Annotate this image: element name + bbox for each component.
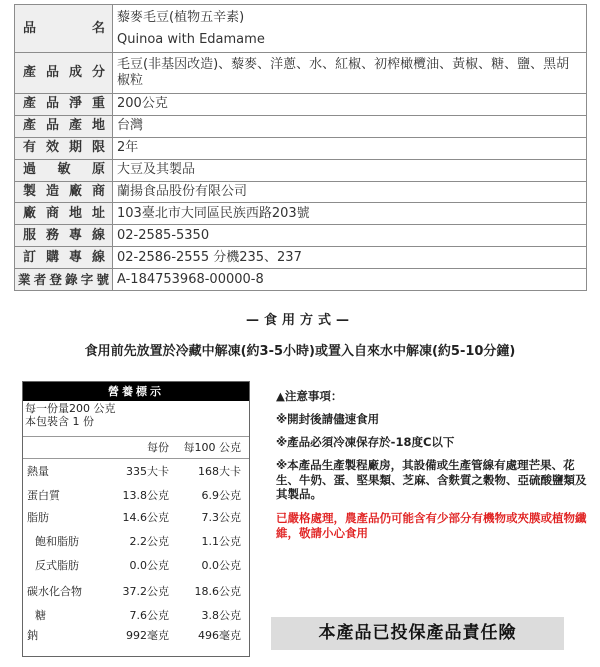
spec-label: 產品產地: [15, 115, 113, 137]
spec-label: 業者登錄字號: [15, 269, 113, 291]
nutrient-name: 糖: [35, 609, 46, 622]
nutrient-per-serving: 7.6公克: [129, 609, 169, 622]
spec-value: 大豆及其製品: [113, 159, 587, 181]
spec-label: 製造廠商: [15, 181, 113, 203]
nutrient-per-serving: 14.6公克: [122, 511, 169, 524]
nutrition-column-headers: [23, 437, 249, 459]
product-name-zh: 藜麥毛豆(植物五辛素): [117, 9, 245, 25]
nutrient-per-100g: 7.3公克: [201, 511, 241, 524]
spec-row-allergen: [15, 159, 587, 181]
nutrition-row: [23, 585, 249, 599]
product-spec-table: [14, 4, 587, 291]
spec-row-ingredients: [15, 53, 587, 94]
spec-value-ingredients: 毛豆(非基因改造)、藜麥、洋蔥、水、紅椒、初榨橄欖油、黃椒、糖、鹽、黑胡椒粒: [113, 53, 587, 94]
spec-label: 訂購專線: [15, 247, 113, 269]
spec-value: 2年: [113, 137, 587, 159]
nutrient-name: 熱量: [27, 465, 49, 478]
servings-per-pack: 本包裝含 1 份: [25, 415, 94, 428]
col-per-100g: 每100 公克: [183, 441, 241, 454]
spec-value: 蘭揚食品股份有限公司: [113, 181, 587, 203]
notes-section: [276, 389, 596, 541]
nutrition-row: [23, 629, 249, 643]
nutrient-name: 反式脂肪: [35, 559, 79, 572]
nutrient-per-100g: 3.8公克: [201, 609, 241, 622]
nutrient-per-100g: 168大卡: [198, 465, 241, 478]
spec-value: 02-2586-2555 分機235、237: [113, 247, 587, 269]
spec-row-net-weight: [15, 94, 587, 116]
spec-label: 過敏原: [15, 159, 113, 181]
spec-value: 103臺北市大同區民族西路203號: [113, 203, 587, 225]
nutrient-per-serving: 13.8公克: [122, 489, 169, 502]
nutrient-per-serving: 2.2公克: [129, 535, 169, 548]
spec-row-order-line: [15, 247, 587, 269]
nutrition-row: [23, 535, 249, 549]
usage-instructions: 食用前先放置於冷藏中解凍(約3-5小時)或置入自來水中解凍(約5-10分鐘): [84, 344, 516, 359]
nutrient-name: 脂肪: [27, 511, 49, 524]
nutrition-rows: [23, 459, 249, 643]
nutrient-per-100g: 6.9公克: [201, 489, 241, 502]
nutrition-row: [23, 511, 249, 525]
nutrient-per-serving: 0.0公克: [129, 559, 169, 572]
usage-title: —食用方式—: [245, 313, 354, 328]
spec-value: 02-2585-5350: [113, 225, 587, 247]
nutrient-per-100g: 1.1公克: [201, 535, 241, 548]
nutrition-row: [23, 465, 249, 479]
spec-value: 200公克: [113, 94, 587, 116]
col-nutrient: [23, 437, 97, 458]
spec-row-manufacturer: [15, 181, 587, 203]
nutrient-name: 飽和脂肪: [35, 535, 79, 548]
spec-row-origin: [15, 115, 587, 137]
spec-value: 台灣: [113, 115, 587, 137]
nutrient-per-100g: 0.0公克: [201, 559, 241, 572]
nutrient-per-serving: 335大卡: [126, 465, 169, 478]
product-name-en: Quinoa with Edamame: [117, 31, 265, 47]
nutrition-row: [23, 559, 249, 573]
spec-label: 產品淨重: [15, 94, 113, 116]
notes-title: ▲注意事項：: [276, 389, 343, 403]
note-item: ※本產品生產製程廠房，其設備或生產管線有處理芒果、花生、牛奶、蛋、堅果類、芝麻、含麩質之穀物、亞硫酸鹽類及其製品。: [276, 458, 587, 501]
nutrition-row: [23, 489, 249, 503]
spec-value-product-name: [113, 5, 587, 53]
nutrient-per-serving: 992毫克: [126, 629, 169, 642]
nutrition-facts-panel: [22, 381, 250, 657]
spec-value: A-184753968-00000-8: [113, 269, 587, 291]
nutrient-name: 碳水化合物: [27, 585, 82, 598]
nutrient-per-100g: 18.6公克: [194, 585, 241, 598]
spec-row-service-line: [15, 225, 587, 247]
nutrient-name: 鈉: [27, 629, 38, 642]
spec-label: 廠商地址: [15, 203, 113, 225]
spec-row-address: [15, 203, 587, 225]
nutrition-serving-info: [23, 401, 249, 437]
note-item: ※開封後請儘速食用: [276, 412, 380, 426]
spec-label: 產品成分: [15, 53, 113, 94]
serving-size: 每一份量200 公克: [25, 402, 116, 415]
warning-text: 已嚴格處理，農產品仍可能含有少部分有機物或夾膜或植物纖維，敬請小心食用: [276, 510, 587, 540]
nutrient-name: 蛋白質: [27, 489, 60, 502]
spec-row-registration: [15, 269, 587, 291]
note-item: ※產品必須冷凍保存於-18度C以下: [276, 435, 455, 449]
nutrition-title: 營養標示: [23, 382, 249, 401]
nutrition-row: [23, 609, 249, 623]
spec-row-shelf-life: [15, 137, 587, 159]
insurance-banner: 本產品已投保產品責任險: [271, 617, 564, 650]
spec-label: 有效期限: [15, 137, 113, 159]
spec-label: 服務專線: [15, 225, 113, 247]
spec-label: 品 名: [15, 5, 113, 53]
spec-row-product-name: [15, 5, 587, 53]
nutrient-per-serving: 37.2公克: [122, 585, 169, 598]
col-per-serving: 每份: [147, 441, 169, 454]
nutrient-per-100g: 496毫克: [198, 629, 241, 642]
